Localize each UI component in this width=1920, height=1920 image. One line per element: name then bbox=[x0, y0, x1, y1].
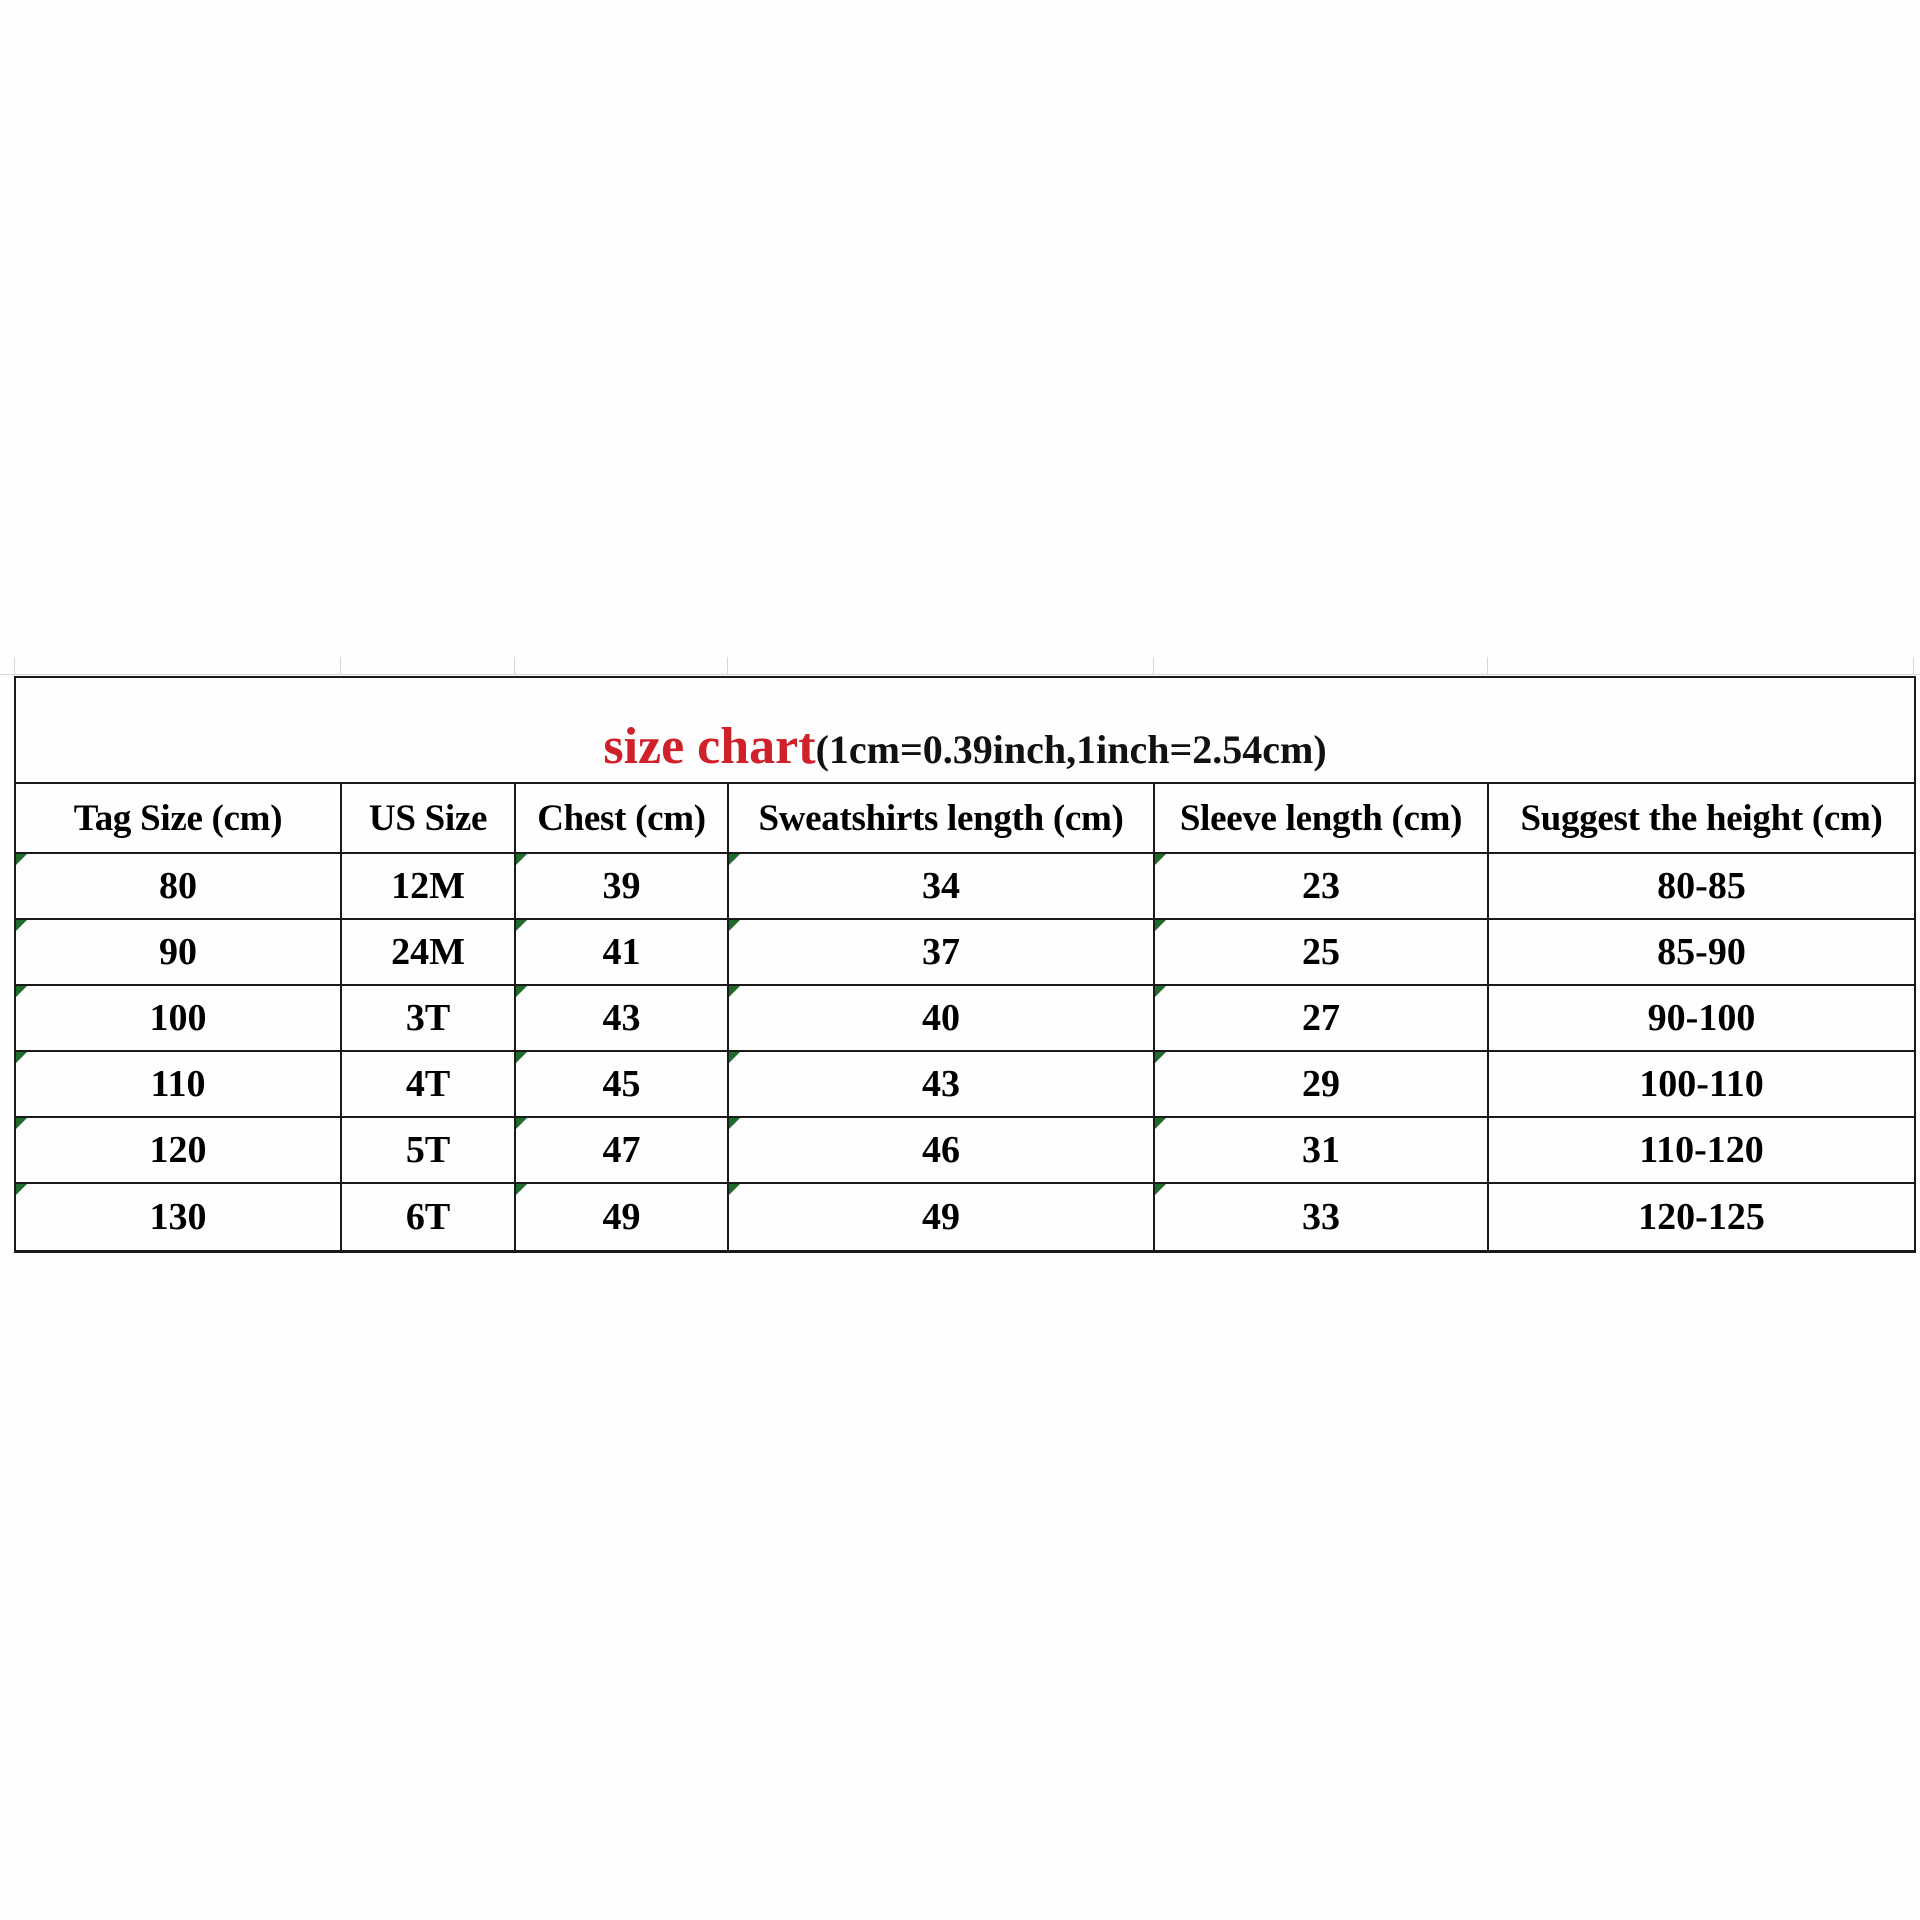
cell-sweatshirt-length: 34 bbox=[728, 853, 1154, 919]
cell-us-size: 24M bbox=[341, 919, 515, 985]
header-sleeve-length: Sleeve length (cm) bbox=[1154, 783, 1488, 853]
cell-sweatshirt-length: 46 bbox=[728, 1117, 1154, 1183]
table-row bbox=[15, 1183, 1915, 1252]
table-row bbox=[15, 919, 1915, 985]
cell-chest: 45 bbox=[515, 1051, 728, 1117]
cell-sweatshirt-length: 37 bbox=[728, 919, 1154, 985]
cell-sleeve-length: 27 bbox=[1154, 985, 1488, 1051]
header-row bbox=[15, 783, 1915, 853]
size-chart-table bbox=[14, 676, 1916, 1253]
table-row bbox=[15, 853, 1915, 919]
header-us-size: US Size bbox=[341, 783, 515, 853]
header-chest: Chest (cm) bbox=[515, 783, 728, 853]
size-chart-title bbox=[15, 677, 1915, 783]
header-suggested-height: Suggest the height (cm) bbox=[1488, 783, 1915, 853]
cell-suggested-height: 100-110 bbox=[1488, 1051, 1915, 1117]
cell-suggested-height: 85-90 bbox=[1488, 919, 1915, 985]
cell-sweatshirt-length: 49 bbox=[728, 1183, 1154, 1252]
cell-us-size: 4T bbox=[341, 1051, 515, 1117]
cell-sweatshirt-length: 40 bbox=[728, 985, 1154, 1051]
header-tag-size: Tag Size (cm) bbox=[15, 783, 341, 853]
cell-chest: 47 bbox=[515, 1117, 728, 1183]
cell-sleeve-length: 25 bbox=[1154, 919, 1488, 985]
table-row bbox=[15, 1117, 1915, 1183]
cell-sweatshirt-length: 43 bbox=[728, 1051, 1154, 1117]
cell-tag-size: 100 bbox=[15, 985, 341, 1051]
cell-sleeve-length: 31 bbox=[1154, 1117, 1488, 1183]
cell-suggested-height: 80-85 bbox=[1488, 853, 1915, 919]
cell-us-size: 3T bbox=[341, 985, 515, 1051]
spreadsheet-gridlines bbox=[0, 657, 1920, 677]
cell-chest: 43 bbox=[515, 985, 728, 1051]
cell-sleeve-length: 23 bbox=[1154, 853, 1488, 919]
cell-tag-size: 120 bbox=[15, 1117, 341, 1183]
cell-sleeve-length: 33 bbox=[1154, 1183, 1488, 1252]
cell-us-size: 12M bbox=[341, 853, 515, 919]
cell-us-size: 6T bbox=[341, 1183, 515, 1252]
cell-tag-size: 110 bbox=[15, 1051, 341, 1117]
cell-tag-size: 80 bbox=[15, 853, 341, 919]
cell-tag-size: 130 bbox=[15, 1183, 341, 1252]
cell-tag-size: 90 bbox=[15, 919, 341, 985]
cell-suggested-height: 110-120 bbox=[1488, 1117, 1915, 1183]
cell-suggested-height: 90-100 bbox=[1488, 985, 1915, 1051]
cell-sleeve-length: 29 bbox=[1154, 1051, 1488, 1117]
cell-chest: 41 bbox=[515, 919, 728, 985]
cell-suggested-height: 120-125 bbox=[1488, 1183, 1915, 1252]
title-main: size chart bbox=[603, 718, 816, 775]
cell-us-size: 5T bbox=[341, 1117, 515, 1183]
table-row bbox=[15, 985, 1915, 1051]
cell-chest: 49 bbox=[515, 1183, 728, 1252]
cell-chest: 39 bbox=[515, 853, 728, 919]
header-sweatshirt-length: Sweatshirts length (cm) bbox=[728, 783, 1154, 853]
unit-conversion-note: (1cm=0.39inch,1inch=2.54cm) bbox=[815, 727, 1327, 772]
title-row bbox=[15, 677, 1915, 783]
table-row bbox=[15, 1051, 1915, 1117]
